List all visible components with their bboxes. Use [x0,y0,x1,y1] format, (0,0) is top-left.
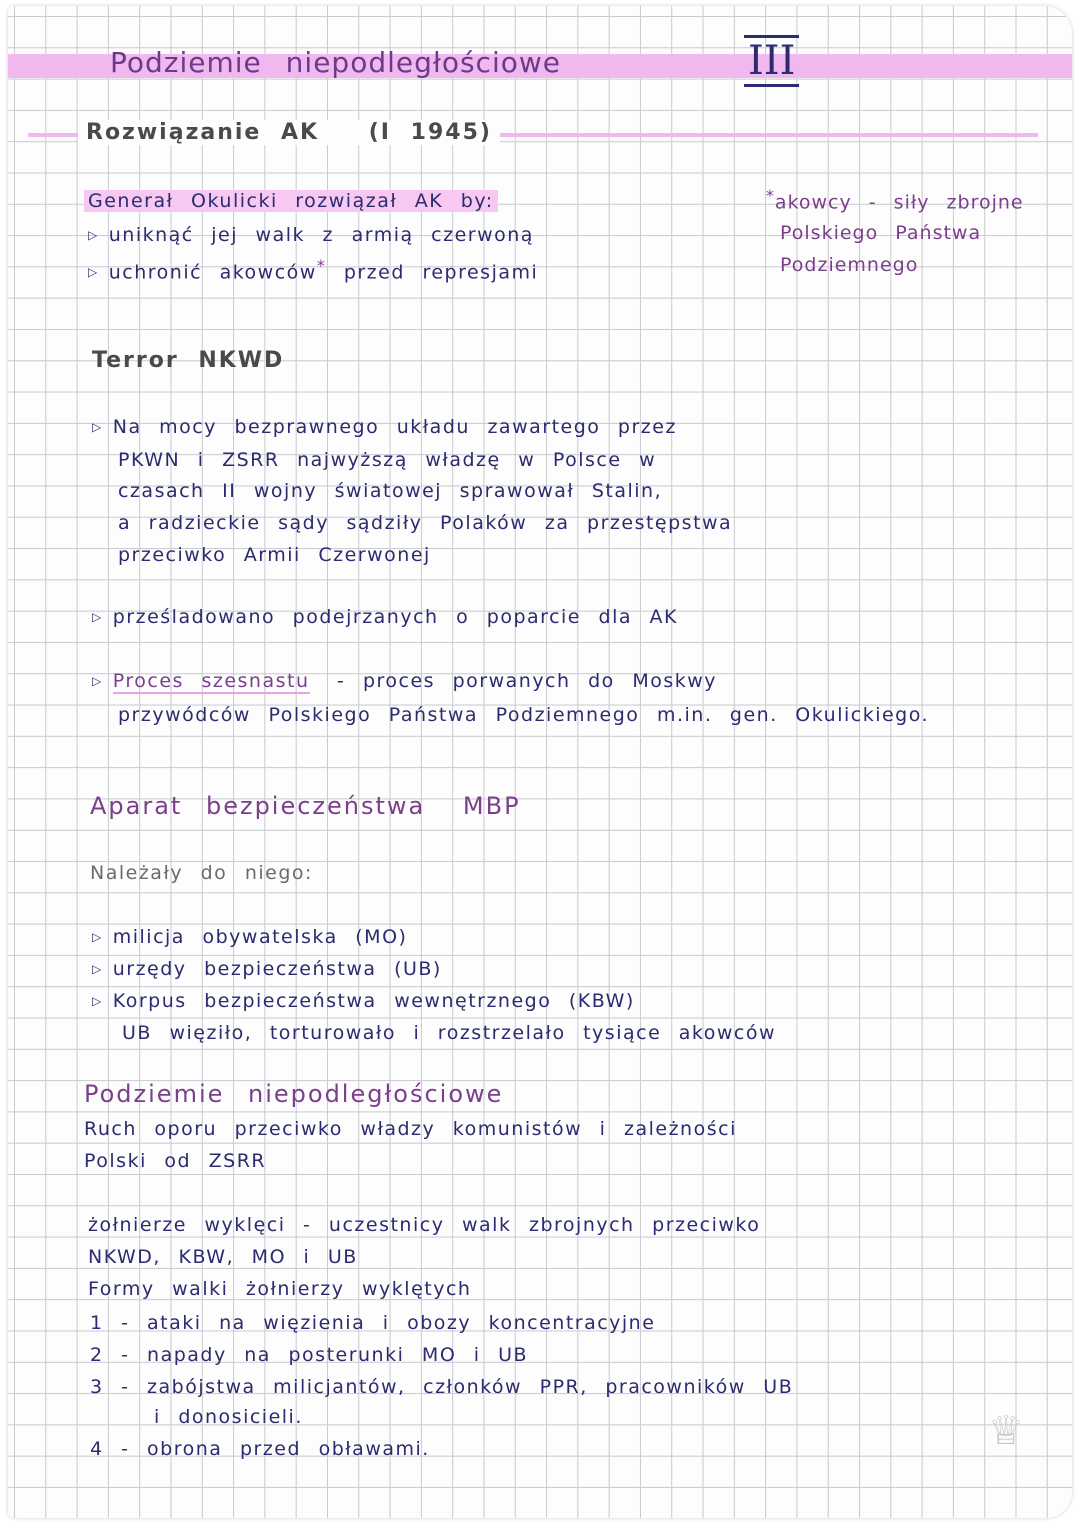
forms-heading-text: Formy walki żołnierzy wyklętych [88,1278,472,1300]
underground-line-1 [84,1118,737,1140]
underground-line-2 [84,1150,266,1172]
underground-heading-text: Podziemie niepodległościowe [84,1080,504,1108]
bullet-triangle-icon: ▷ [92,674,103,688]
terror-point-2-text: prześladowano podejrzanych o poparcie dla AK [112,606,678,628]
footnote-line-1 [766,186,1024,213]
security-heading [90,792,521,820]
security-item-2 [92,958,442,980]
dissolution-point-2-tail: przed represjami [343,261,539,284]
form-item-2 [90,1344,528,1366]
footnote-line-1-text: akowcy - siły zbrojne [774,191,1024,214]
dissolution-heading [78,120,500,145]
dissolution-point-2-text: uchronić akowców [108,261,317,284]
terror-point-2 [92,606,678,628]
dissolution-heading-text: Rozwiązanie AK [86,120,320,145]
footnote-star-mark: * [766,186,775,205]
form-item-3-cont [154,1406,303,1428]
security-heading-text: Aparat bezpieczeństwa [90,792,426,820]
footnote-line-3 [780,254,918,276]
section-number [744,38,799,84]
soldiers-line-2 [88,1246,358,1268]
trial-label: Proces szesnastu [112,670,310,692]
bullet-triangle-icon: ▷ [92,930,103,944]
terror-paragraph-line-2-text: PKWN i ZSRR najwyższą władzę w Polsce w [118,449,657,471]
form-item-3-cont-text: i donosicieli. [154,1406,303,1428]
terror-paragraph-line-5 [118,544,431,566]
terror-paragraph-line-3-text: czasach II wojny światowej sprawował Stalin, [118,480,663,502]
footnote-star: * [316,256,327,275]
dissolution-point-1 [88,224,534,246]
trial-line-2-text: przywódców Polskiego Państwa Podziemnego m.in. gen. Okulickiego. [118,704,930,726]
bullet-triangle-icon: ▷ [92,994,103,1008]
terror-paragraph-line-4 [118,512,732,534]
form-item-3 [90,1376,793,1398]
terror-heading [92,348,284,373]
forms-heading [88,1278,471,1300]
soldiers-line-2-text: NKWD, KBW, MO i UB [88,1246,358,1268]
form-item-1 [90,1312,655,1334]
footnote-line-3-text: Podziemnego [780,254,919,276]
terror-paragraph-line-4-text: a radzieckie sądy sądziły Polaków za przestępstwa [118,512,733,534]
bullet-triangle-icon: ▷ [88,228,99,242]
dissolution-intro [84,190,498,212]
trial-line-2 [118,704,929,726]
bullet-triangle-icon: ▷ [92,610,103,624]
trial-line-1: - proces porwanych do Moskwy [337,670,718,692]
security-item-1 [92,926,407,948]
pen-logo-icon: ♕ [988,1408,1024,1454]
form-item-4-text: 4 - obrona przed obławami. [90,1438,430,1460]
footnote-line-2-text: Polskiego Państwa [780,222,982,244]
security-belonged [90,862,313,884]
security-item-3-text: Korpus bezpieczeństwa wewnętrznego (KBW) [112,990,635,1012]
footnote-line-2 [780,222,981,244]
security-abbr: MBP [462,792,521,820]
bullet-triangle-icon: ▷ [92,420,103,434]
form-item-2-text: 2 - napady na posterunki MO i UB [90,1344,529,1366]
form-item-4 [90,1438,430,1460]
terror-paragraph-line-2 [118,449,656,471]
form-item-3-text: 3 - zabójstwa milicjantów, członków PPR, pracowników UB [90,1376,794,1398]
dissolution-intro-text: Generał Okulicki rozwiązał AK by: [84,190,498,212]
bullet-triangle-icon: ▷ [92,962,103,976]
terror-paragraph-line-1-text: Na mocy bezprawnego układu zawartego przez [112,416,677,438]
security-belonged-text: Należały do niego: [90,862,313,884]
terror-heading-text: Terror NKWD [92,348,285,373]
dissolution-point-1-text: uniknąć jej walk z armią czerwoną [108,224,534,246]
terror-paragraph-line-3 [118,480,662,502]
form-item-1-text: 1 - ataki na więzienia i obozy koncentracyjne [90,1312,656,1334]
soldiers-line-1 [88,1214,760,1236]
security-note [122,1022,776,1044]
security-item-2-text: urzędy bezpieczeństwa (UB) [112,958,442,980]
terror-point-3 [92,670,717,692]
security-item-1-text: milicja obywatelska (MO) [112,926,408,948]
security-item-3 [92,990,635,1012]
bullet-triangle-icon: ▷ [88,265,99,280]
page-title-text: Podziemie niepodległościowe [110,46,561,79]
terror-paragraph-line-5-text: przeciwko Armii Czerwonej [118,544,431,566]
dissolution-date: (I 1945) [368,120,492,145]
underground-line-2-text: Polski od ZSRR [84,1150,267,1172]
terror-paragraph-line-1 [92,416,677,438]
page-title [110,46,561,79]
underground-heading [84,1080,503,1108]
section-number-text: III [744,35,799,87]
underground-line-1-text: Ruch oporu przeciwko władzy komunistów i zależności [84,1118,737,1140]
dissolution-point-2 [88,256,538,283]
security-note-text: UB więziło, torturowało i rozstrzelało tysiące akowców [122,1022,777,1044]
soldiers-line-1-text: żołnierze wyklęci - uczestnicy walk zbrojnych przeciwko [88,1214,761,1236]
notebook-page [8,6,1072,1518]
